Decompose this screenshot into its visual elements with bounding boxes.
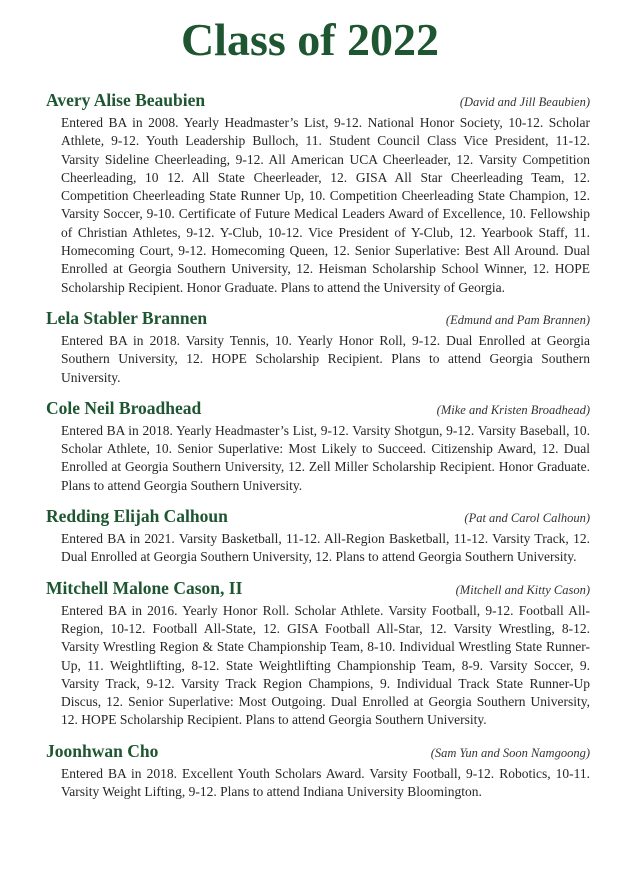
student-bio: Entered BA in 2018. Varsity Tennis, 10. Yearly Honor Roll, 9-12. Dual Enrolled at Georgia Southern University, 12. HOPE Scholarship Recipient. Plans to attend Georgia Southern University. xyxy=(61,332,590,385)
parents-names: (Sam Yun and Soon Namgoong) xyxy=(430,745,590,760)
student-name: Cole Neil Broadhead xyxy=(46,397,202,418)
student-name: Joonhwan Cho xyxy=(46,740,159,761)
entry-header xyxy=(46,308,590,330)
parents-names: (David and Jill Beaubien) xyxy=(459,95,590,109)
parents-names: (Edmund and Pam Brannen) xyxy=(445,312,590,327)
student-entry xyxy=(46,578,590,730)
student-bio: Entered BA in 2016. Yearly Honor Roll. Scholar Athlete. Varsity Football, 9-12. Football All-Region, 10-12. Football All-State, 12. GISA Football All-Star, 12. Varsity Wrestling, 8-12. Varsity Wrestling Region & State Championship Team, 8-10. Individual Wrestling State Runner-Up, 11. Weightlifting, 8-12. State Weightlifting Championship Team, 8-9. Varsity Soccer, 9. Varsity Track, 9-12. Varsity Track Region Champions, 9. Individual Track State Runner-Up Discus, 12. Senior Superlative: Most Outgoing. Dual Enrolled at Georgia Southern University, 12. HOPE Scholarship Recipient. Plans to attend Georgia Southern University. xyxy=(61,602,590,728)
entry-header xyxy=(46,398,590,420)
student-bio: Entered BA in 2021. Varsity Basketball, 11-12. All-Region Basketball, 11-12. Varsity Track, 12. Dual Enrolled at Georgia Southern University, 12. Plans to attend Georgia Southern University. xyxy=(61,531,590,565)
page-title: Class of 2022 xyxy=(180,14,440,65)
parents-names: (Mitchell and Kitty Cason) xyxy=(455,582,590,597)
entry-header xyxy=(46,741,590,763)
student-name: Mitchell Malone Cason, II xyxy=(46,577,243,598)
parents-names: (Pat and Carol Calhoun) xyxy=(464,511,590,526)
student-bio: Entered BA in 2008. Yearly Headmaster’s List, 9-12. National Honor Society, 10-12. Scholar Athlete, 9-12. Youth Leadership Bulloch, 11. Student Council Class Vice President, 11-12. Varsity Sideline Cheerleading, 9-12. All American UCA Cheerleader, 12. Varsity Competition Cheerleading, 10 12. All State Cheerleader, 12. GISA All Star Cheerleading Team, 12. Competition Cheerleading State Runner Up, 10. Competition Cheerleading State Champion, 12. Varsity Soccer, 9-10. Certificate of Future Medical Leaders Award of Excellence, 10. Fellowship of Christian Athletes, 9-12. Y-Club, 10-12. Vice President of Y-Club, 12. Yearbook Staff, 11. Homecoming Court, 9-12. Homecoming Queen, 12. Senior Superlative: Best All Around. Dual Enrolled at Georgia Southern University, 12. Heisman Scholarship School Winner, 12. HOPE Scholarship Recipient. Honor Graduate. Plans to attend the University of Georgia. xyxy=(61,115,590,295)
parents-names: (Mike and Kristen Broadhead) xyxy=(436,402,590,417)
student-entry xyxy=(46,398,590,495)
student-name: Redding Elijah Calhoun xyxy=(46,506,228,527)
student-list xyxy=(46,90,590,801)
student-bio: Entered BA in 2018. Yearly Headmaster’s List, 9-12. Varsity Shotgun, 9-12. Varsity Baseball, 10. Scholar Athlete, 10. Senior Superlative: Most Likely to Succeed. Citizenship Award, 12. Dual Enrolled at Georgia Southern University, 12. Zell Miller Scholarship Recipient. Honor Graduate. Plans to attend Georgia Southern University. xyxy=(61,422,590,493)
student-entry xyxy=(46,741,590,802)
student-entry xyxy=(46,90,590,297)
student-name: Avery Alise Beaubien xyxy=(46,90,206,110)
student-entry xyxy=(46,308,590,387)
entry-header xyxy=(46,578,590,600)
entry-header xyxy=(46,506,590,528)
student-entry xyxy=(46,506,590,567)
student-bio: Entered BA in 2018. Excellent Youth Scholars Award. Varsity Football, 9-12. Robotics, 10-11. Varsity Weight Lifting, 9-12. Plans to attend Indiana University Bloomington. xyxy=(61,765,590,800)
student-name: Lela Stabler Brannen xyxy=(46,307,208,328)
entry-header xyxy=(46,90,590,112)
